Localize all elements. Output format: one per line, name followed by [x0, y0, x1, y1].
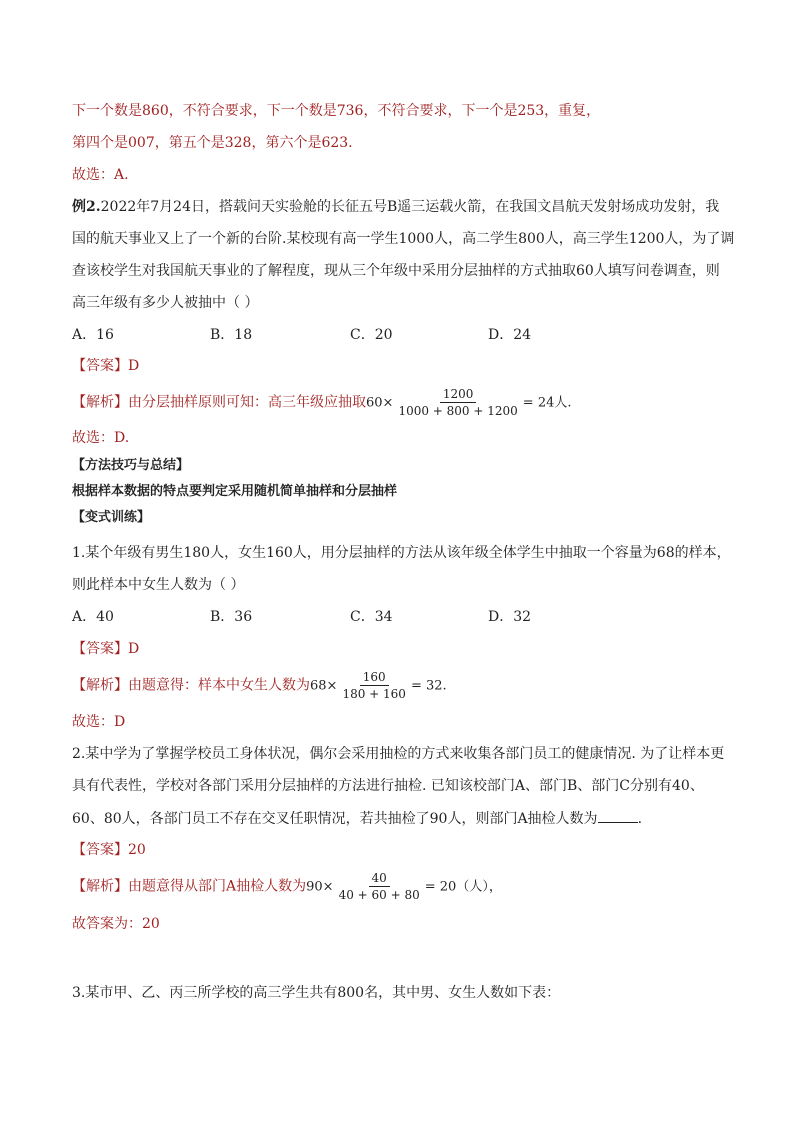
- q2-line-1: 2.某中学为了掌握学校员工身体状况，偶尔会采用抽检的方式来收集各部门员工的健康情况. 为了让样本更: [72, 746, 725, 762]
- q1-analysis-text: 由题意得：样本中女生人数为: [128, 677, 310, 694]
- example2-calc-result: = 24人.: [522, 395, 572, 411]
- example2-conclusion: 故选：D.: [72, 430, 130, 446]
- example2-analysis-tag: 【解析】: [72, 394, 128, 411]
- q1-line-1: 1.某个年级有男生180人，女生160人，用分层抽样的方法从该年级全体学生中抽取一个容量为68的样本，: [72, 545, 731, 561]
- q1-frac-num: 160: [360, 670, 389, 686]
- example2-option-a: A．16: [72, 327, 114, 343]
- intro-line-2: 第四个是007，第五个是328，第六个是623.: [72, 135, 353, 151]
- example2-text-1: 2022年7月24日，搭载问天实验舱的长征五号B遥三运载火箭，在我国文昌航天发射场成功发射，我: [100, 199, 720, 215]
- example2-answer-tag: 【答案】D: [72, 358, 140, 374]
- intro-line-1: 下一个数是860，不符合要求，下一个数是736，不符合要求，下一个是253，重复，: [72, 103, 601, 119]
- example2-label: 例2.: [72, 199, 101, 215]
- q1-line-2: 则此样本中女生人数为（ ）: [72, 577, 245, 593]
- q1-analysis: [72, 670, 447, 702]
- example2-fraction: [395, 387, 520, 418]
- q2-line-3: [72, 808, 642, 829]
- example2-option-c: C．20: [350, 327, 393, 343]
- q1-answer: 【答案】D: [72, 641, 140, 657]
- q2-answer-blank: [598, 808, 638, 823]
- method-text: 根据样本数据的特点要判定采用随机简单抽样和分层抽样: [72, 484, 398, 499]
- q2-analysis-tag: 【解析】: [72, 878, 128, 895]
- q2-line-2: 具有代表性，学校对各部门采用分层抽样的方法进行抽检. 已知该校部门A、部门B、部门C分别有40、: [72, 778, 704, 794]
- example2-answer: [72, 356, 139, 376]
- intro-answer: 故选：A.: [72, 167, 129, 183]
- q2-answer: 【答案】20: [72, 842, 146, 858]
- q1-analysis-tag: 【解析】: [72, 677, 128, 694]
- example2-line-2: 国的航天事业又上了一个新的台阶.某校现有高一学生1000人，高二学生800人，高三学生1200人，为了调: [72, 231, 735, 247]
- q1-frac-den: 180 + 160: [342, 687, 406, 701]
- q1-option-d: D．32: [488, 609, 532, 625]
- example2-line-4: 高三年级有多少人被抽中（ ）: [72, 295, 259, 311]
- q2-text-3: 60、80人，各部门员工不存在交叉任职情况，若共抽检了90人，则部门A抽检人数为: [72, 811, 598, 827]
- q1-option-b: B．36: [210, 609, 253, 625]
- method-title: 【方法技巧与总结】: [72, 458, 190, 473]
- example2-calc-prefix: 60×: [366, 395, 394, 411]
- q2-frac-num: 40: [369, 871, 390, 887]
- q1-option-c: C．34: [350, 609, 393, 625]
- example2-option-b: B．18: [210, 327, 253, 343]
- example2-analysis-text: 由分层抽样原则可知：高三年级应抽取: [128, 394, 366, 411]
- q2-frac-den: 40 + 60 + 80: [338, 888, 420, 902]
- q1-calc-result: = 32.: [410, 678, 447, 694]
- q2-calc-prefix: 90×: [306, 879, 334, 895]
- q1-option-a: A．40: [72, 609, 114, 625]
- q1-calc-prefix: 68×: [310, 678, 338, 694]
- q2-analysis-text: 由题意得从部门A抽检人数为: [128, 878, 307, 895]
- q1-conclusion: 故选：D: [72, 714, 126, 730]
- q2-conclusion: 故答案为：20: [72, 916, 160, 932]
- variant-title: 【变式训练】: [72, 510, 151, 525]
- q2-fraction: [336, 871, 423, 902]
- example2-line-3: 查该校学生对我国航天事业的了解程度，现从三个年级中采用分层抽样的方式抽取60人填写问卷调查，则: [72, 263, 720, 279]
- example2-line-1: [72, 197, 719, 217]
- example2-analysis: [72, 387, 572, 419]
- q3-line-1: 3.某市甲、乙、丙三所学校的高三学生共有800名，其中男、女生人数如下表：: [72, 985, 561, 1001]
- q2-analysis: [72, 871, 502, 903]
- example2-frac-num: 1200: [440, 387, 477, 403]
- q2-text-3-end: .: [637, 811, 643, 827]
- example2-option-d: D．24: [488, 327, 532, 343]
- example2-frac-den: 1000 + 800 + 1200: [398, 404, 518, 418]
- q1-fraction: [339, 670, 409, 701]
- q2-calc-result: = 20（人），: [424, 879, 502, 895]
